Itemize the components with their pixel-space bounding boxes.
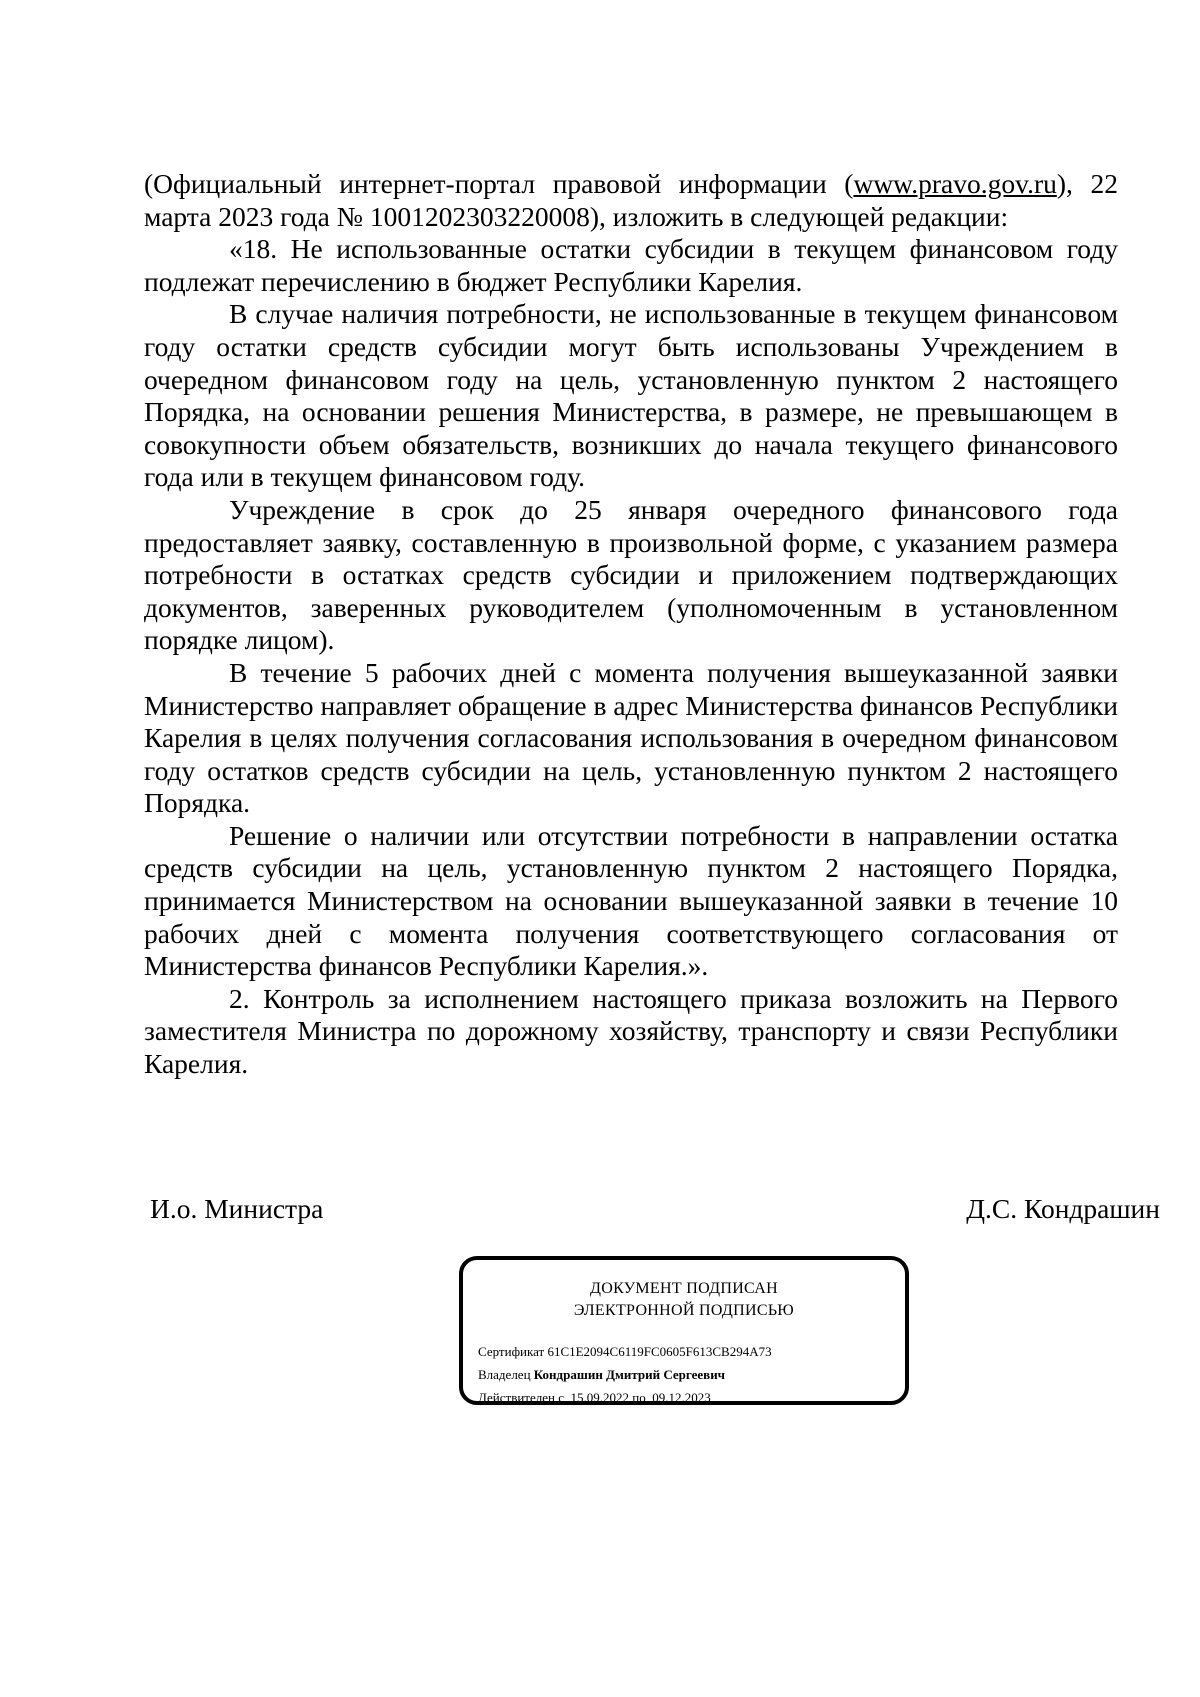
certificate-number: 61C1E2094C6119FC0605F613CB294A73 (547, 1344, 772, 1359)
valid-to: 09.12.2023 (652, 1390, 711, 1405)
paragraph-7: 2. Контроль за исполнением настоящего приказа возложить на Первого заместителя Министра по дорожному хозяйству, транспорту и связи Республики Карелия. (144, 982, 1118, 1080)
stamp-title-line-1: ДОКУМЕНТ ПОДПИСАН (590, 1280, 778, 1297)
stamp-details (478, 1340, 772, 1409)
pravo-link[interactable]: www.pravo.gov.ru (853, 168, 1057, 199)
owner-label: Владелец (478, 1367, 531, 1382)
valid-to-label: по (632, 1390, 646, 1405)
signatory-position: И.о. Министра (150, 1193, 324, 1224)
paragraph-6: Решение о наличии или отсутствии потребности в направлении остатка средств субсидии на цель, установленную пунктом 2 настоящего Порядка, принимается Министерством на основании вышеуказанной заявки в течение 10 рабочих дней с момента получения соответствующего согласования от Министерства финансов Республики Карелия.». (144, 819, 1118, 982)
stamp-certificate-line (478, 1340, 772, 1363)
stamp-validity-line (478, 1386, 772, 1409)
paragraph-5: В течение 5 рабочих дней с момента получения вышеуказанной заявки Министерство направляет обращение в адрес Министерства финансов Республики Карелия в целях получения согласования использования в очередном финансовом году остатков средств субсидии на цель, установленную пунктом 2 настоящего Порядка. (144, 656, 1118, 819)
paragraph-4: Учреждение в срок до 25 января очередного финансового года предоставляет заявку, составленную в произвольной форме, с указанием размера потребности в остатках средств субсидии и приложением подтверждающих документов, заверенных руководителем (уполномоченным в установленном порядке лицом). (144, 493, 1118, 656)
paragraph-2: «18. Не использованные остатки субсидии в текущем финансовом году подлежат перечислению в бюджет Республики Карелия. (144, 233, 1118, 297)
certificate-label: Сертификат (478, 1344, 545, 1359)
valid-label: Действителен с (478, 1390, 564, 1405)
stamp-title (463, 1278, 905, 1322)
paragraph-3: В случае наличия потребности, не использованные в текущем финансовом году остатки средств субсидии могут быть использованы Учреждением в очередном финансовом году на цель, установленную пунктом 2 настоящего Порядка, на основании решения Министерства, в размере, не превышающем в совокупности объем обязательств, возникших до начала текущего финансового года или в текущем финансовом году. (144, 298, 1118, 493)
paragraph-1-text-b: ), 22 марта 2023 года № 1001202303220008), изложить в следующей редакции: (144, 168, 1118, 232)
owner-name: Кондрашин Дмитрий Сергеевич (533, 1367, 726, 1382)
paragraph-1-text-a: (Официальный интернет-портал правовой информации ( (144, 168, 854, 199)
valid-from: 15.09.2022 (570, 1390, 629, 1405)
signatory-name: Д.С. Кондрашин (966, 1193, 1160, 1224)
electronic-signature-stamp (459, 1256, 909, 1405)
stamp-title-line-2: ЭЛЕКТРОННОЙ ПОДПИСЬЮ (573, 1302, 795, 1319)
stamp-owner-line (478, 1363, 772, 1386)
document-body (144, 168, 1118, 1081)
paragraph-1 (144, 168, 1118, 233)
